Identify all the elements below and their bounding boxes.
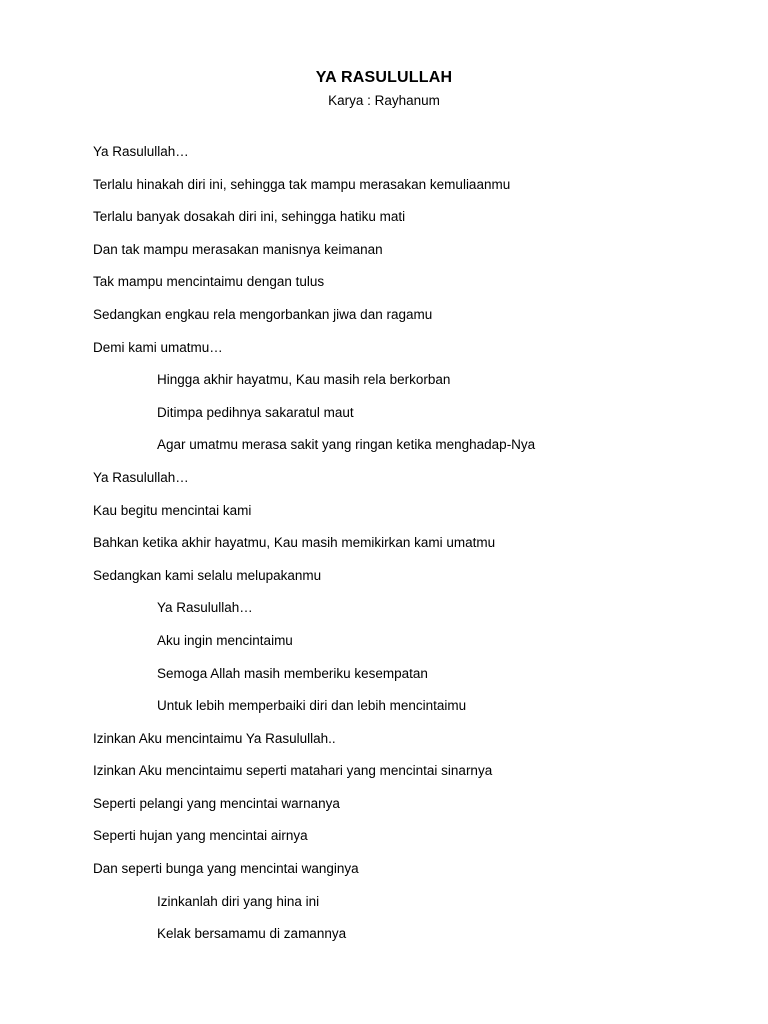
poem-line: Sedangkan kami selalu melupakanmu: [93, 567, 322, 583]
poem-line: Dan seperti bunga yang mencintai wanginya: [93, 861, 359, 877]
poem-line: Bahkan ketika akhir hayatmu, Kau masih memikirkan kami umatmu: [93, 535, 496, 551]
poem-line: Terlalu hinakah diri ini, sehingga tak mampu merasakan kemuliaanmu: [93, 176, 511, 192]
poem-line: Kelak bersamamu di zamannya: [157, 926, 347, 942]
poem-line: Seperti pelangi yang mencintai warnanya: [93, 795, 340, 811]
poem-line: Hingga akhir hayatmu, Kau masih rela berkorban: [157, 372, 451, 388]
poem-line: Ya Rasulullah…: [93, 144, 189, 159]
poem-line: Seperti hujan yang mencintai airnya: [93, 828, 308, 844]
poem-line: Dan tak mampu merasakan manisnya keimanan: [93, 241, 383, 257]
poem-line: Tak mampu mencintaimu dengan tulus: [93, 274, 325, 290]
document-title: YA RASULULLAH: [315, 69, 453, 86]
poem-line: Kau begitu mencintai kami: [93, 502, 252, 518]
poem-line: Izinkan Aku mencintaimu seperti matahari yang mencintai sinarnya: [93, 763, 493, 779]
poem-line: Ditimpa pedihnya sakaratul maut: [157, 404, 354, 420]
poem-line: Agar umatmu merasa sakit yang ringan ketika menghadap-Nya: [157, 437, 536, 453]
poem-line: Untuk lebih memperbaiki diri dan lebih mencintaimu: [157, 698, 467, 714]
poem-line: Izinkan Aku mencintaimu Ya Rasulullah..: [93, 730, 336, 746]
document-author: Karya : Rayhanum: [328, 93, 440, 108]
poem-line: Ya Rasulullah…: [93, 469, 189, 485]
poem-line: Semoga Allah masih memberiku kesempatan: [157, 665, 428, 681]
poem-line: Aku ingin mencintaimu: [157, 632, 293, 648]
poem-line: Izinkanlah diri yang hina ini: [157, 893, 320, 909]
poem-body: [93, 144, 733, 959]
poem-line: Sedangkan engkau rela mengorbankan jiwa dan ragamu: [93, 306, 433, 322]
poem-line: Terlalu banyak dosakah diri ini, sehingga hatiku mati: [93, 209, 406, 225]
poem-line: Demi kami umatmu…: [93, 339, 223, 355]
poem-line: Ya Rasulullah…: [157, 600, 253, 616]
